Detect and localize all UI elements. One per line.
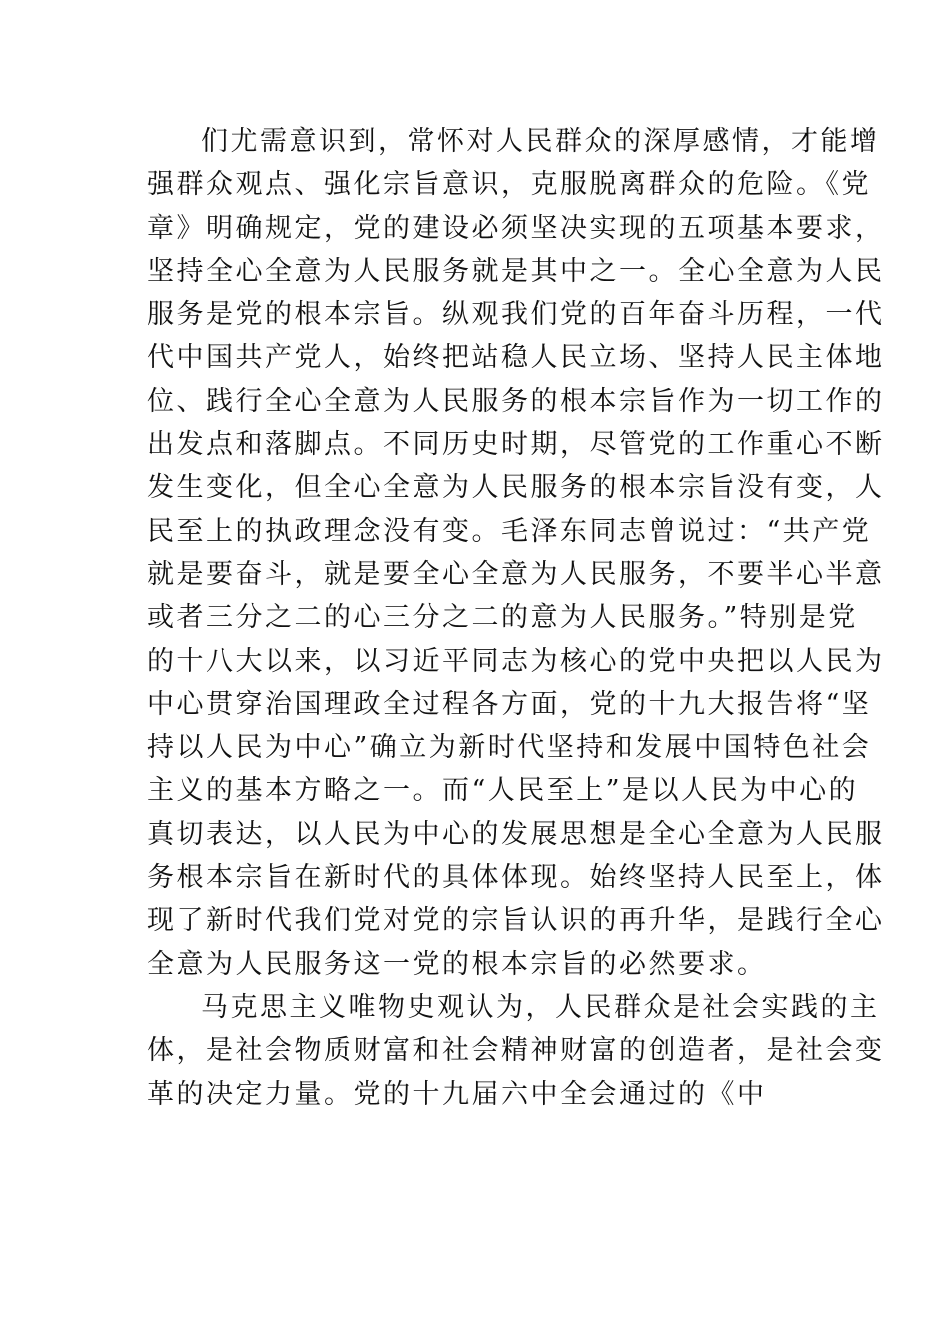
text-line: 真切表达，以人民为中心的发展思想是全心全意为人民服 — [147, 818, 885, 850]
text-line: 主义的基本方略之一。而“人民至上”是以人民为中心的 — [147, 775, 859, 807]
text-line: 坚持全心全意为人民服务就是其中之一。全心全意为人民 — [147, 255, 885, 287]
text-line: 全意为人民服务这一党的根本宗旨的必然要求。 — [147, 948, 767, 980]
text-line: 中心贯穿治国理政全过程各方面，党的十九大报告将“坚 — [147, 688, 872, 720]
text-line: 体，是社会物质财富和社会精神财富的创造者，是社会变 — [147, 1035, 885, 1067]
text-line: 们尤需意识到，常怀对人民群众的深厚感情，才能增 — [201, 126, 880, 157]
text-line: 持以人民为中心”确立为新时代坚持和发展中国特色社会 — [147, 732, 872, 764]
text-line: 马克思主义唯物史观认为，人民群众是社会实践的主 — [201, 991, 880, 1023]
text-line: 位、践行全心全意为人民服务的根本宗旨作为一切工作的 — [147, 385, 885, 417]
text-line: 民至上的执政理念没有变。毛泽东同志曾说过：“共产党 — [147, 515, 872, 547]
text-line: 革的决定力量。党的十九届六中全会通过的《中 — [147, 1078, 767, 1110]
paragraph-1 — [147, 120, 885, 986]
text-line: 强群众观点、强化宗旨意识，克服脱离群众的危险。《党 — [147, 169, 871, 201]
text-line: 务根本宗旨在新时代的具体体现。始终坚持人民至上，体 — [147, 862, 885, 894]
text-line: 就是要奋斗，就是要全心全意为人民服务，不要半心半意 — [147, 558, 885, 590]
text-line: 现了新时代我们党对党的宗旨认识的再升华，是践行全心 — [147, 905, 885, 937]
document-body — [147, 120, 885, 1116]
text-line: 服务是党的根本宗旨。纵观我们党的百年奋斗历程，一代 — [147, 299, 885, 331]
paragraph-2 — [147, 986, 885, 1116]
text-line: 代中国共产党人，始终把站稳人民立场、坚持人民主体地 — [147, 342, 885, 374]
text-line: 或者三分之二的心三分之二的意为人民服务。”特别是党 — [147, 602, 858, 634]
text-line: 出发点和落脚点。不同历史时期，尽管党的工作重心不断 — [147, 429, 885, 461]
text-line: 发生变化，但全心全意为人民服务的根本宗旨没有变，人 — [147, 472, 885, 504]
text-line: 章》明确规定，党的建设必须坚决实现的五项基本要求， — [147, 212, 885, 244]
text-line: 的十八大以来，以习近平同志为核心的党中央把以人民为 — [147, 645, 885, 677]
